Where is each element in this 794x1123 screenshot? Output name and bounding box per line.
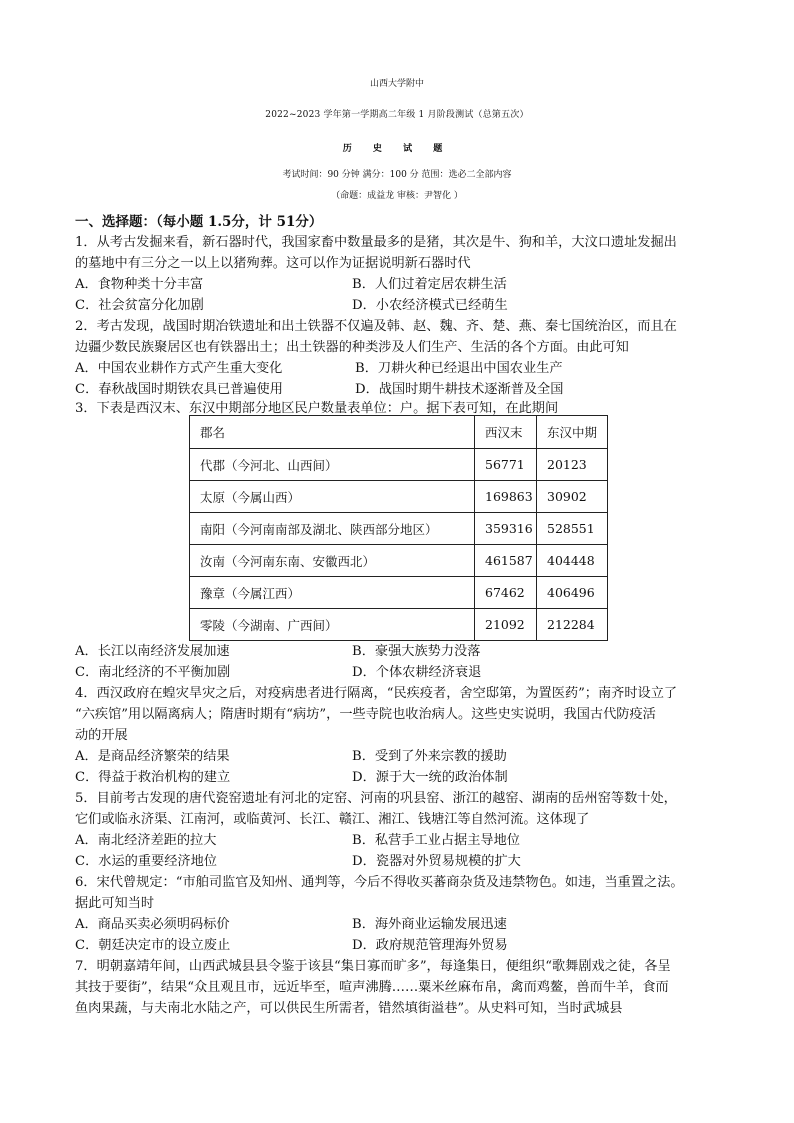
question-6-text: 6．宋代曾规定：“市舶司监官及知州、通判等，今后不得收买蕃商杂货及违禁物色。如违，当重置之法。 — [75, 875, 684, 890]
question-1-option-d: D．小农经济模式已经萌生 — [352, 298, 508, 313]
table-cell: 56771 — [475, 449, 537, 481]
question-1-option-b: B．人们过着定居农耕生活 — [352, 277, 507, 292]
question-3-option-c: C．南北经济的不平衡加剧 — [75, 665, 231, 680]
question-6-option-c: C．朝廷决定市的设立废止 — [75, 938, 231, 953]
question-2-text: 边疆少数民族聚居区也有铁器出土；出土铁器的种类涉及人们生产、生活的各个方面。由此可知 — [75, 340, 629, 355]
section-heading: 一、选择题：（每小题 1.5分，计 51分） — [75, 214, 323, 230]
question-4-option-b: B．受到了外来宗教的援助 — [352, 749, 507, 764]
table-header-row — [190, 416, 608, 449]
question-5-option-a: A．南北经济差距的拉大 — [75, 833, 217, 848]
table-cell: 南阳（今河南南部及湖北、陕西部分地区） — [190, 513, 475, 545]
table-row — [190, 577, 608, 609]
table-cell: 169863 — [475, 481, 537, 513]
exam-authors: （命题：成益龙 审核：尹智化 ） — [331, 191, 463, 201]
question-7-text: 7．明朝嘉靖年间，山西武城县县令鉴于该县“集日寡而旷多”，每逢集日，便组织“歌舞剧戏之徒，各呈 — [75, 959, 671, 974]
question-2-option-c: C．春秋战国时期铁农具已普遍使用 — [75, 382, 283, 397]
question-1-option-a: A．食物种类十分丰富 — [75, 277, 204, 292]
table-row — [190, 513, 608, 545]
question-3-text: 3．下表是西汉末、东汉中期部分地区民户数量表单位：户。据下表可知，在此期间 — [75, 401, 559, 416]
table-cell: 太原（今属山西） — [190, 481, 475, 513]
question-6-option-b: B．海外商业运输发展迅速 — [352, 917, 507, 932]
table-row — [190, 609, 608, 641]
table-cell: 67462 — [475, 577, 537, 609]
question-5-option-c: C．水运的重要经济地位 — [75, 854, 217, 869]
table-row — [190, 545, 608, 577]
question-2-option-a: A．中国农业耕作方式产生重大变化 — [75, 361, 283, 376]
table-cell: 20123 — [537, 449, 608, 481]
table-row — [190, 481, 608, 513]
table-cell: 461587 — [475, 545, 537, 577]
subject-title: 历 史 试 题 — [342, 144, 452, 154]
question-5-option-b: B．私营手工业占据主导地位 — [352, 833, 520, 848]
question-4-text: “六疾馆”用以隔离病人；隋唐时期有“病坊”，一些寺院也收治病人。这些史实说明，我国古代防疫活 — [75, 707, 656, 722]
question-3-option-b: B．豪强大族势力没落 — [352, 644, 481, 659]
question-5-option-d: D．瓷器对外贸易规模的扩大 — [352, 854, 521, 869]
question-6-option-a: A．商品买卖必须明码标价 — [75, 917, 230, 932]
question-4-option-c: C．得益于救治机构的建立 — [75, 770, 231, 785]
table-cell: 21092 — [475, 609, 537, 641]
table-header-cell: 西汉末 — [475, 416, 537, 449]
table-cell: 359316 — [475, 513, 537, 545]
question-2-option-d: D．战国时期牛耕技术逐渐普及全国 — [355, 382, 564, 397]
table-cell: 代郡（今河北、山西间） — [190, 449, 475, 481]
table-cell: 404448 — [537, 545, 608, 577]
question-4-text: 4．西汉政府在蝗灾旱灾之后，对疫病患者进行隔离，“民疾疫者，舍空邸第，为置医药”；南齐时设立了 — [75, 686, 678, 701]
table-cell: 零陵（今湖南、广西间） — [190, 609, 475, 641]
question-3-option-a: A．长江以南经济发展加速 — [75, 644, 230, 659]
question-1-option-c: C．社会贫富分化加剧 — [75, 298, 204, 313]
table-cell: 406496 — [537, 577, 608, 609]
exam-title: 2022~2023 学年第一学期高二年级 1 月阶段测试（总第五次） — [265, 110, 529, 120]
table-cell: 汝南（今河南东南、安徽西北） — [190, 545, 475, 577]
table-cell: 豫章（今属江西） — [190, 577, 475, 609]
question-5-text: 5．目前考古发现的唐代瓷窑遗址有河北的定窑、河南的巩县窑、浙江的越窑、湖南的岳州窑等数十处， — [75, 791, 677, 806]
household-table — [189, 415, 608, 641]
question-1-text: 的墓地中有三分之一以上以猪殉葬。这可以作为证据说明新石器时代 — [75, 256, 471, 271]
question-6-text: 据此可知当时 — [75, 896, 155, 911]
question-4-option-a: A．是商品经济繁荣的结果 — [75, 749, 230, 764]
question-1-text: 1．从考古发掘来看，新石器时代，我国家畜中数量最多的是猪，其次是牛、狗和羊，大汶口遗址发掘出 — [75, 235, 677, 250]
table-header-cell: 郡名 — [190, 416, 475, 449]
question-4-option-d: D．源于大一统的政治体制 — [352, 770, 508, 785]
question-3-option-d: D．个体农耕经济衰退 — [352, 665, 482, 680]
school-name: 山西大学附中 — [369, 79, 424, 89]
question-6-option-d: D．政府规范管理海外贸易 — [352, 938, 508, 953]
question-4-text: 动的开展 — [75, 728, 128, 743]
table-cell: 30902 — [537, 481, 608, 513]
exam-meta: 考试时间：90 分钟 满分：100 分 范围：选必二全部内容 — [282, 170, 512, 180]
question-7-text: 鱼肉果蔬，与夫南北水陆之产，可以供民生所需者，错然填街溢巷”。从史料可知，当时武城县 — [75, 1001, 623, 1016]
question-5-text: 它们或临永济渠、江南河，或临黄河、长江、赣江、湘江、钱塘江等自然河流。这体现了 — [75, 812, 590, 827]
question-7-text: 其技于要街”，结果“众且观且市，远近毕至，喧声沸腾……粟米丝麻布帛，禽而鸡鳌，兽而牛羊，食而 — [75, 980, 669, 995]
question-2-text: 2．考古发现，战国时期冶铁遗址和出土铁器不仅遍及韩、赵、魏、齐、楚、燕、秦七国统治区，而且在 — [75, 319, 677, 334]
table-row — [190, 449, 608, 481]
table-cell: 212284 — [537, 609, 608, 641]
table-header-cell: 东汉中期 — [537, 416, 608, 449]
question-2-option-b: B．刀耕火种已经退出中国农业生产 — [355, 361, 563, 376]
table-cell: 528551 — [537, 513, 608, 545]
